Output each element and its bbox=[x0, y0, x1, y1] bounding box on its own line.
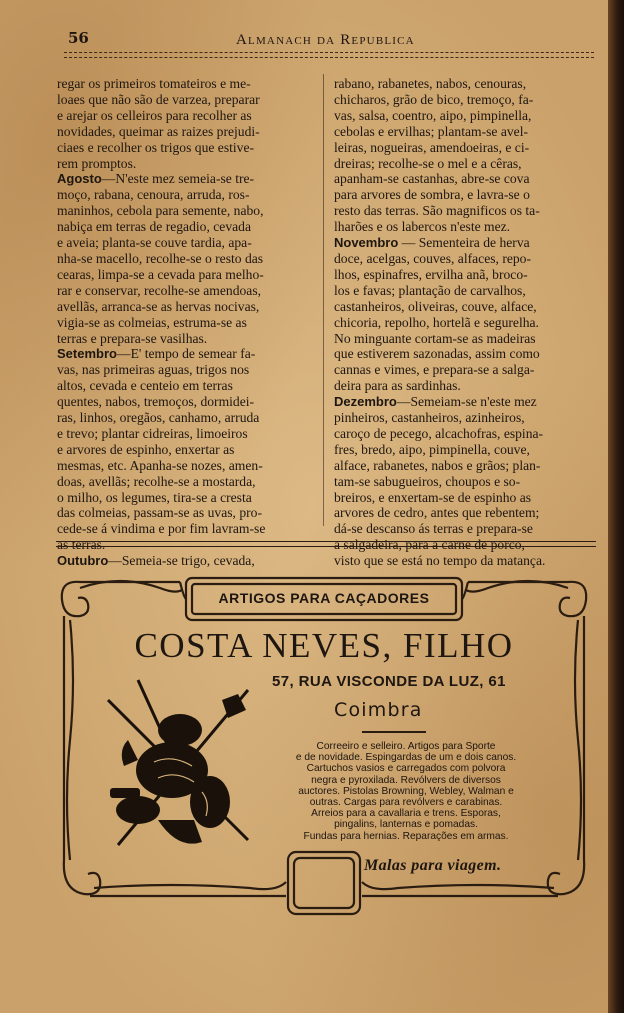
month-heading: Dezembro bbox=[334, 394, 397, 410]
text-line: dreiras; recolhe-se o mel e a cêras, bbox=[334, 155, 522, 171]
text-line: —Semeia-se trigo, cevada, bbox=[108, 553, 255, 569]
text-line: e aveia; planta-se couve tardia, apa- bbox=[57, 235, 252, 251]
text-line: vas, salsa, coentro, aipo, pimpinella, bbox=[334, 107, 532, 123]
ad-footer-slogan: Malas para viagem. bbox=[364, 857, 502, 874]
running-head: Almanach da Republica bbox=[236, 32, 415, 48]
text-line: maninhos, cebola para semente, nabo, bbox=[57, 203, 264, 219]
month-heading: Outubro bbox=[57, 553, 109, 569]
ad-address: 57, RUA VISCONDE DA LUZ, 61 bbox=[272, 673, 506, 690]
text-line: cebolas e ervilhas; plantam-se avel- bbox=[334, 123, 529, 139]
ad-body-line: Correeiro e selleiro. Artigos para Sporte bbox=[316, 741, 496, 752]
text-line: cearas, limpa-se a cevada para melho- bbox=[57, 266, 264, 282]
month-heading: Agosto bbox=[57, 171, 102, 187]
text-line: —N'este mez semeia-se tre- bbox=[101, 171, 255, 187]
right-text-column bbox=[334, 76, 592, 569]
text-line: mesmas, etc. Apanha-se nozes, amen- bbox=[57, 457, 263, 473]
text-line: cannas e vimes, e prepara-se a salga- bbox=[334, 362, 535, 378]
text-line: rem promptos. bbox=[57, 155, 137, 171]
text-line: pinheiros, castanheiros, azinheiros, bbox=[334, 410, 525, 426]
text-line: lharões e os labercos n'este mez. bbox=[334, 219, 511, 235]
text-line: chicoria, repolho, hortelã e segurelha. bbox=[334, 314, 539, 330]
ad-city-rule bbox=[362, 731, 426, 733]
text-line: que estiverem sazonadas, assim como bbox=[334, 346, 540, 362]
book-spine-edge bbox=[608, 0, 624, 1013]
text-line: doce, acelgas, couves, alfaces, repo- bbox=[334, 250, 532, 266]
text-line: dá-se descanso ás terras e prepara-se bbox=[334, 521, 533, 537]
text-line: moço, rabana, cenoura, arruda, ros- bbox=[57, 187, 250, 203]
text-line: terras e prepara-se vasilhas. bbox=[57, 330, 208, 346]
text-line: rar e conservar, recolhe-se amendoas, bbox=[57, 282, 262, 298]
text-line: arvores de cedro, antes que rebentem; bbox=[334, 505, 540, 521]
text-line: vas, nas primeiras aguas, trigos nos bbox=[57, 362, 250, 378]
text-line: e arvores de espinho, enxertar as bbox=[57, 441, 235, 457]
text-line: —E' tempo de semear fa- bbox=[116, 346, 256, 362]
text-line: as terras. bbox=[57, 537, 106, 553]
hunting-gear-illustration bbox=[98, 670, 258, 860]
month-heading: Novembro bbox=[334, 235, 399, 251]
column-divider bbox=[323, 74, 324, 526]
text-line: e arejar os celleiros para recolher as bbox=[57, 107, 252, 123]
text-line: a salgadeira, para a carne de porco, bbox=[334, 537, 525, 553]
header-rule bbox=[64, 52, 594, 58]
ad-body-line: pingalins, lanternas e pomadas. bbox=[334, 819, 478, 831]
ad-body-line: auctores. Pistolas Browning, Webley, Walman e bbox=[298, 785, 514, 797]
ad-body-text bbox=[254, 741, 558, 842]
section-separator-rule bbox=[56, 541, 596, 547]
text-line: fres, bredo, aipo, pimpinella, couve, bbox=[334, 441, 530, 457]
ad-body-line: Cartuchos vasios e carregados com polvora bbox=[306, 763, 506, 775]
text-line: o milho, os legumes, tira-se a cresta bbox=[57, 489, 252, 505]
ad-city: Coimbra bbox=[334, 699, 423, 721]
text-line: breiros, e enxertam-se de espinho as bbox=[334, 489, 532, 505]
ad-body-line: outras. Cargas para revólvers e carabinas. bbox=[309, 797, 503, 809]
text-line: avellãs, arranca-se as hervas nocivas, bbox=[57, 298, 260, 314]
text-line: —Semeiam-se n'este mez bbox=[396, 394, 537, 410]
advertisement bbox=[50, 560, 598, 920]
text-line: novidades, queimar as raizes prejudi- bbox=[57, 123, 260, 139]
text-line: chicharos, grão de bico, tremoço, fa- bbox=[334, 91, 534, 107]
text-line: vigia-se as colmeias, estruma-se as bbox=[57, 314, 247, 330]
text-line: altos, cevada e centeio em terras bbox=[57, 378, 233, 394]
text-line: caroço de pecego, alcachofras, espina- bbox=[334, 425, 544, 441]
text-line: nabiça em terras de regadio, cevada bbox=[57, 219, 251, 235]
paragraph bbox=[57, 346, 315, 553]
ad-body-line: Arreios para a cavallaria e trens. Esporas, bbox=[311, 808, 501, 820]
text-line: deira para as sardinhas. bbox=[334, 378, 461, 394]
ad-company-name: COSTA NEVES, FILHO bbox=[134, 626, 514, 665]
ad-body-line: Fundas para hernias. Reparações em armas. bbox=[303, 830, 509, 842]
text-line: loaes que não são de varzea, preparar bbox=[57, 91, 260, 107]
month-heading: Setembro bbox=[57, 346, 117, 362]
text-line: No minguante cortam-se as madeiras bbox=[334, 330, 536, 346]
text-line: nha-se macello, recolhe-se o resto das bbox=[57, 250, 264, 266]
text-line: tam-se sabugueiros, choupos e so- bbox=[334, 473, 521, 489]
text-line: e trevo; plantar cidreiras, limoeiros bbox=[57, 425, 248, 441]
text-line: rabano, rabanetes, nabos, cenouras, bbox=[334, 76, 527, 91]
text-line: para arvores de sombra, e lavra-se o bbox=[334, 187, 530, 203]
text-line: los e favas; plantação de carvalhos, bbox=[334, 282, 526, 298]
text-line: regar os primeiros tomateiros e me- bbox=[57, 76, 251, 91]
text-line: leiras, nogueiras, amendoeiras, e ci- bbox=[334, 139, 530, 155]
text-line: lhos, espinafres, ervilha anã, broco- bbox=[334, 266, 528, 282]
paragraph bbox=[57, 171, 315, 346]
text-line: visto que se está no tempo da matança. bbox=[334, 553, 546, 569]
paragraph bbox=[334, 76, 592, 235]
text-line: — Sementeira de herva bbox=[398, 235, 530, 251]
ad-body-line: negra e pyroxilada. Revólvers de diversos bbox=[311, 774, 501, 786]
text-line: quentes, nabos, tremoços, dormidei- bbox=[57, 394, 255, 410]
page-number: 56 bbox=[68, 29, 89, 47]
text-line: cede-se á vindima e por fim lavram-se bbox=[57, 521, 266, 537]
paragraph bbox=[334, 235, 592, 394]
text-line: doas, avellãs; recolhe-se a mostarda, bbox=[57, 473, 256, 489]
paragraph bbox=[57, 76, 315, 171]
text-line: das colmeias, passam-se as uvas, pro- bbox=[57, 505, 262, 521]
text-line: castanheiros, oliveiras, couve, alface, bbox=[334, 298, 537, 314]
ad-banner: ARTIGOS PARA CAÇADORES bbox=[218, 590, 430, 606]
text-line: ciaes e recolher os trigos que estive- bbox=[57, 139, 255, 155]
ad-body-line: e de novidade. Espingardas de um e dois canos. bbox=[295, 752, 517, 764]
text-line: alface, rabanetes, nabos e grãos; plan- bbox=[334, 457, 541, 473]
left-text-column bbox=[57, 76, 315, 569]
text-line: apanham-se castanhas, abre-se cova bbox=[334, 171, 530, 187]
text-line: ras, linhos, oregãos, canhamo, arruda bbox=[57, 410, 260, 426]
text-line: resto das terras. São magnificos os ta- bbox=[334, 203, 540, 219]
